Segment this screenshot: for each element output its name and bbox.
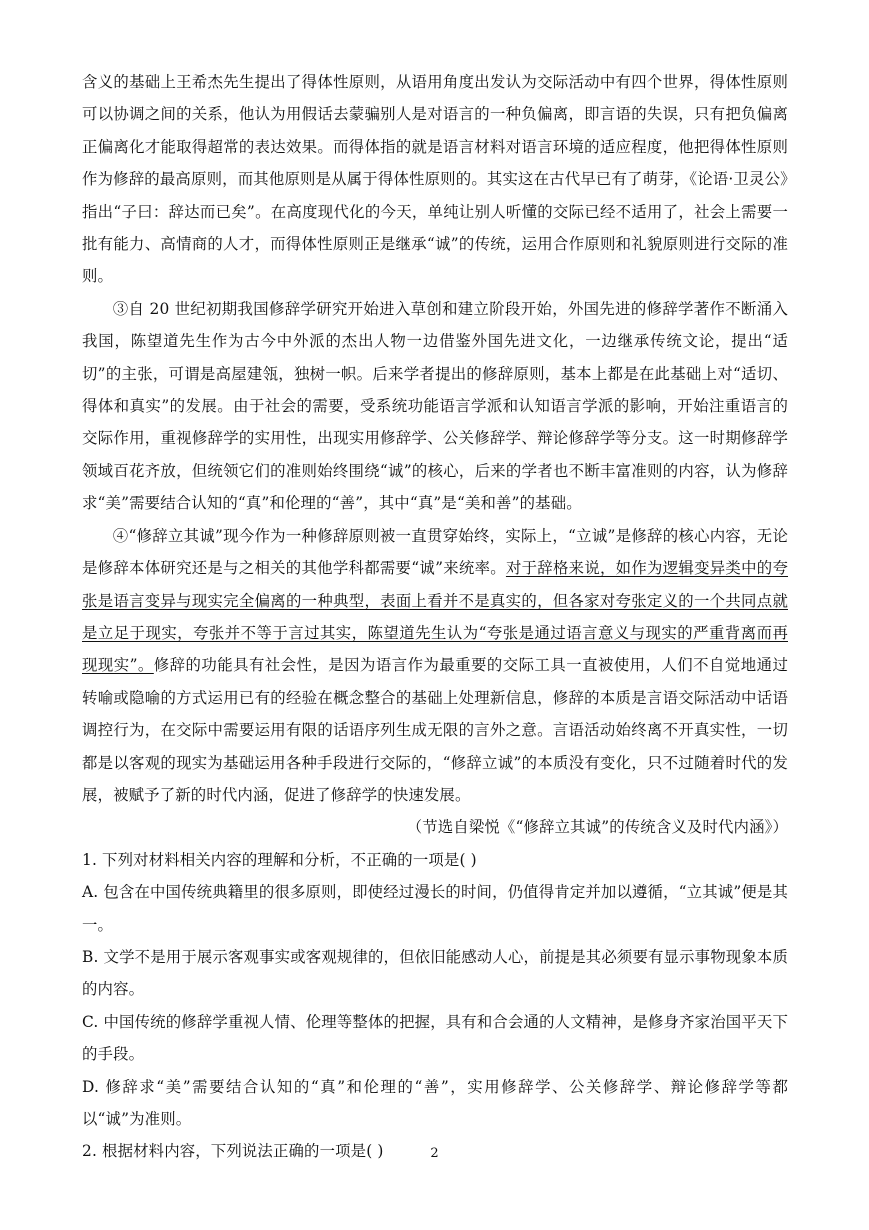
question-1-option-c: C. 中国传统的修辞学重视人情、伦理等整体的把握，具有和合会通的人文精神，是修身齐家治国平天下的手段。 xyxy=(82,1012,788,1064)
paragraph-4 xyxy=(82,520,788,812)
page-number: 2 xyxy=(430,1146,439,1161)
paragraph-3: ③自 20 世纪初期我国修辞学研究开始进入草创和建立阶段开始，外国先进的修辞学著作不断涌入我国，陈望道先生作为古今中外派的杰出人物一边借鉴外国先进文化，一边继承传统文论，提出“适切”的主张，可谓是高屋建瓴，独树一帜。后来学者提出的修辞原则，基本上都是在此基础上对“适切、得体和真实”的发展。由于社会的需要，受系统功能语言学派和认知语言学派的影响，开始注重语言的交际作用，重视修辞学的实用性，出现实用修辞学、公关修辞学、辩论修辞学等分支。这一时期修辞学领域百花齐放，但统领它们的准则始终围绕“诚”的核心，后来的学者也不断丰富准则的内容，认为修辞求“美”需要结合认知的“真”和伦理的“善”，其中“真”是“美和善”的基础。 xyxy=(82,299,788,513)
document-body xyxy=(82,66,788,1168)
paragraph-continuation: 含义的基础上王希杰先生提出了得体性原则，从语用角度出发认为交际活动中有四个世界，得体性原则可以协调之间的关系，他认为用假话去蒙骗别人是对语言的一种负偏离，即言语的失误，只有把负偏离正偏离化才能取得超常的表达效果。而得体指的就是语言材料对语言环境的适应程度，他把得体性原则作为修辞的最高原则，而其他原则是从属于得体性原则的。其实这在古代早已有了萌芽，《论语·卫灵公》指出“子曰：辞达而已矣”。在高度现代化的今天，单纯让别人听懂的交际已经不适用了，社会上需要一批有能力、高情商的人才，而得体性原则正是继承“诚”的传统，运用合作原则和礼貌原则进行交际的准则。 xyxy=(82,73,788,286)
question-1-option-a: A. 包含在中国传统典籍里的很多原则，即使经过漫长的时间，仍值得肯定并加以遵循，“立其诚”便是其一。 xyxy=(82,883,788,934)
paragraph-4-lead: ④“修辞立其诚”现今作为一种修辞原则被一直贯穿始终，实际上，“立诚”是修辞的核心内容，无论是修辞本体研究还是与之相关的其他学科都需要“诚”来统率。 xyxy=(82,526,788,578)
underlined-passage: 对于辞格来说，如作为逻辑变异类中的夸张是语言变异与现实完全偏离的一种典型，表面上看并不是真实的，但各家对夸张定义的一个共同点就是立足于现实，夸张并不等于言过其实，陈望道先生认为“夸张是通过语言意义与现实的严重背离而再现现实”。 xyxy=(82,559,789,675)
question-1-stem: 1. 下列对材料相关内容的理解和分析，不正确的一项是( ) xyxy=(82,850,477,869)
source-citation: （节选自梁悦《“修辞立其诚”的传统含义及时代内涵》） xyxy=(406,818,788,837)
question-1-option-d: D. 修辞求“美”需要结合认知的“真”和伦理的“善”，实用修辞学、公关修辞学、辩论修辞学等都以“诚”为准则。 xyxy=(82,1077,788,1128)
question-2-stem: 2. 根据材料内容，下列说法正确的一项是( ) xyxy=(82,1142,384,1161)
question-1-option-b: B. 文学不是用于展示客观事实或客观规律的，但依旧能感动人心，前提是其必须要有显示事物现象本质的内容。 xyxy=(82,947,788,999)
paragraph-4-tail: 修辞的功能具有社会性，是因为语言作为最重要的交际工具一直被使用，人们不自觉地通过转喻或隐喻的方式运用已有的经验在概念整合的基础上处理新信息，修辞的本质是言语交际活动中话语调控行为，在交际中需要运用有限的话语序列生成无限的言外之意。言语活动始终离不开真实性，一切都是以客观的现实为基础运用各种手段进行交际的，“修辞立诚”的本质没有变化，只不过随着时代的发展，被赋予了新的时代内涵，促进了修辞学的快速发展。 xyxy=(82,656,788,804)
